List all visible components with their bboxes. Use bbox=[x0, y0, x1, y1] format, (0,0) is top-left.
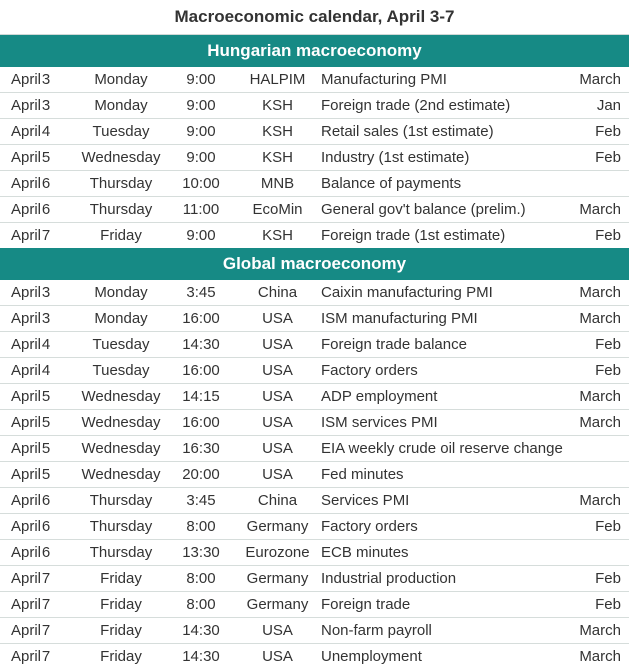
source-cell: USA bbox=[262, 310, 293, 327]
section-global bbox=[0, 248, 629, 669]
indicator-cell: ADP employment bbox=[321, 388, 438, 405]
calendar-title: Macroeconomic calendar, April 3-7 bbox=[0, 0, 629, 35]
time-cell: 13:30 bbox=[182, 544, 220, 561]
period-cell: March bbox=[579, 388, 621, 405]
source-cell: USA bbox=[262, 362, 293, 379]
day-cell: 7 bbox=[41, 596, 51, 613]
month-cell: April bbox=[11, 466, 42, 483]
source-cell: KSH bbox=[262, 97, 293, 114]
indicator-cell: Foreign trade balance bbox=[321, 336, 467, 353]
indicator-cell: Services PMI bbox=[321, 492, 410, 509]
day-cell: 3 bbox=[41, 97, 51, 114]
month-cell: April bbox=[11, 622, 42, 639]
day-cell: 5 bbox=[41, 466, 51, 483]
weekday-cell: Monday bbox=[94, 310, 148, 327]
table-row bbox=[0, 332, 629, 358]
day-cell: 4 bbox=[41, 123, 51, 140]
period-cell: March bbox=[579, 414, 621, 431]
indicator-cell: Non-farm payroll bbox=[321, 622, 432, 639]
time-cell: 3:45 bbox=[186, 284, 216, 301]
table-row bbox=[0, 358, 629, 384]
month-cell: April bbox=[11, 175, 42, 192]
weekday-cell: Friday bbox=[100, 570, 142, 587]
period-cell: Feb bbox=[595, 227, 621, 244]
table-row bbox=[0, 119, 629, 145]
month-cell: April bbox=[11, 440, 42, 457]
indicator-cell: ISM manufacturing PMI bbox=[321, 310, 478, 327]
month-cell: April bbox=[11, 336, 42, 353]
table-row bbox=[0, 93, 629, 119]
source-cell: Germany bbox=[246, 596, 309, 613]
table-row bbox=[0, 514, 629, 540]
month-cell: April bbox=[11, 71, 42, 88]
day-cell: 6 bbox=[41, 201, 51, 218]
weekday-cell: Thursday bbox=[89, 492, 153, 509]
indicator-cell: Fed minutes bbox=[321, 466, 404, 483]
indicator-cell: ECB minutes bbox=[321, 544, 409, 561]
weekday-cell: Wednesday bbox=[81, 414, 161, 431]
source-cell: KSH bbox=[262, 123, 293, 140]
indicator-cell: Retail sales (1st estimate) bbox=[321, 123, 494, 140]
day-cell: 5 bbox=[41, 388, 51, 405]
source-cell: Eurozone bbox=[245, 544, 310, 561]
source-cell: USA bbox=[262, 648, 293, 665]
day-cell: 3 bbox=[41, 310, 51, 327]
time-cell: 8:00 bbox=[186, 596, 216, 613]
table-row bbox=[0, 280, 629, 306]
weekday-cell: Wednesday bbox=[81, 388, 161, 405]
day-cell: 6 bbox=[41, 175, 51, 192]
table-row bbox=[0, 197, 629, 223]
source-cell: China bbox=[257, 284, 298, 301]
month-cell: April bbox=[11, 227, 42, 244]
source-cell: USA bbox=[262, 440, 293, 457]
time-cell: 20:00 bbox=[182, 466, 220, 483]
indicator-cell: Unemployment bbox=[321, 648, 422, 665]
indicator-cell: Industrial production bbox=[321, 570, 457, 587]
time-cell: 14:15 bbox=[182, 388, 220, 405]
indicator-cell: Manufacturing PMI bbox=[321, 71, 447, 88]
time-cell: 14:30 bbox=[182, 648, 220, 665]
month-cell: April bbox=[11, 284, 42, 301]
month-cell: April bbox=[11, 310, 42, 327]
indicator-cell: EIA weekly crude oil reserve change bbox=[321, 440, 563, 457]
day-cell: 7 bbox=[41, 648, 51, 665]
table-row bbox=[0, 67, 629, 93]
section-heading: Global macroeconomy bbox=[0, 248, 629, 280]
time-cell: 11:00 bbox=[182, 201, 220, 218]
period-cell: Feb bbox=[595, 149, 621, 166]
table-row bbox=[0, 592, 629, 618]
section-hungarian bbox=[0, 35, 629, 248]
day-cell: 5 bbox=[41, 440, 51, 457]
indicator-cell: Foreign trade bbox=[321, 596, 411, 613]
time-cell: 8:00 bbox=[186, 570, 216, 587]
period-cell: Feb bbox=[595, 596, 621, 613]
table-row bbox=[0, 566, 629, 592]
day-cell: 3 bbox=[41, 71, 51, 88]
time-cell: 8:00 bbox=[186, 518, 216, 535]
day-cell: 6 bbox=[41, 492, 51, 509]
day-cell: 7 bbox=[41, 622, 51, 639]
weekday-cell: Monday bbox=[94, 284, 148, 301]
source-cell: China bbox=[257, 492, 298, 509]
time-cell: 10:00 bbox=[182, 175, 220, 192]
time-cell: 14:30 bbox=[182, 622, 220, 639]
weekday-cell: Tuesday bbox=[92, 362, 150, 379]
month-cell: April bbox=[11, 414, 42, 431]
period-cell: March bbox=[579, 622, 621, 639]
month-cell: April bbox=[11, 149, 42, 166]
weekday-cell: Thursday bbox=[89, 175, 153, 192]
table-row bbox=[0, 488, 629, 514]
table-row bbox=[0, 462, 629, 488]
period-cell: Feb bbox=[595, 123, 621, 140]
period-cell: March bbox=[579, 284, 621, 301]
table-row bbox=[0, 145, 629, 171]
time-cell: 14:30 bbox=[182, 336, 220, 353]
time-cell: 9:00 bbox=[186, 149, 216, 166]
source-cell: USA bbox=[262, 414, 293, 431]
weekday-cell: Monday bbox=[94, 71, 148, 88]
period-cell: March bbox=[579, 492, 621, 509]
table-row bbox=[0, 171, 629, 197]
weekday-cell: Friday bbox=[100, 227, 142, 244]
month-cell: April bbox=[11, 518, 42, 535]
period-cell: Jan bbox=[596, 97, 621, 114]
day-cell: 6 bbox=[41, 544, 51, 561]
indicator-cell: Industry (1st estimate) bbox=[321, 149, 470, 166]
section-heading: Hungarian macroeconomy bbox=[0, 35, 629, 67]
day-cell: 7 bbox=[41, 227, 51, 244]
time-cell: 16:00 bbox=[182, 362, 220, 379]
table-row bbox=[0, 644, 629, 669]
indicator-cell: Factory orders bbox=[321, 362, 418, 379]
table-row bbox=[0, 436, 629, 462]
day-cell: 7 bbox=[41, 570, 51, 587]
month-cell: April bbox=[11, 648, 42, 665]
month-cell: April bbox=[11, 201, 42, 218]
month-cell: April bbox=[11, 388, 42, 405]
time-cell: 9:00 bbox=[186, 97, 216, 114]
month-cell: April bbox=[11, 123, 42, 140]
weekday-cell: Wednesday bbox=[81, 440, 161, 457]
day-cell: 3 bbox=[41, 284, 51, 301]
section-rows bbox=[0, 67, 629, 248]
time-cell: 9:00 bbox=[186, 123, 216, 140]
weekday-cell: Wednesday bbox=[81, 149, 161, 166]
month-cell: April bbox=[11, 492, 42, 509]
table-row bbox=[0, 540, 629, 566]
time-cell: 16:30 bbox=[182, 440, 220, 457]
month-cell: April bbox=[11, 97, 42, 114]
time-cell: 16:00 bbox=[182, 414, 220, 431]
source-cell: HALPIM bbox=[249, 71, 306, 88]
indicator-cell: Balance of payments bbox=[321, 175, 462, 192]
weekday-cell: Monday bbox=[94, 97, 148, 114]
weekday-cell: Wednesday bbox=[81, 466, 161, 483]
source-cell: Germany bbox=[246, 570, 309, 587]
period-cell: March bbox=[579, 201, 621, 218]
source-cell: USA bbox=[262, 622, 293, 639]
indicator-cell: General gov't balance (prelim.) bbox=[321, 201, 526, 218]
time-cell: 3:45 bbox=[186, 492, 216, 509]
day-cell: 4 bbox=[41, 336, 51, 353]
source-cell: USA bbox=[262, 336, 293, 353]
month-cell: April bbox=[11, 570, 42, 587]
indicator-cell: Foreign trade (2nd estimate) bbox=[321, 97, 511, 114]
source-cell: MNB bbox=[260, 175, 295, 192]
period-cell: March bbox=[579, 71, 621, 88]
weekday-cell: Friday bbox=[100, 596, 142, 613]
indicator-cell: Factory orders bbox=[321, 518, 418, 535]
time-cell: 16:00 bbox=[182, 310, 220, 327]
period-cell: Feb bbox=[595, 362, 621, 379]
weekday-cell: Tuesday bbox=[92, 336, 150, 353]
table-row bbox=[0, 618, 629, 644]
time-cell: 9:00 bbox=[186, 71, 216, 88]
time-cell: 9:00 bbox=[186, 227, 216, 244]
table-row bbox=[0, 223, 629, 248]
month-cell: April bbox=[11, 596, 42, 613]
source-cell: KSH bbox=[262, 149, 293, 166]
weekday-cell: Thursday bbox=[89, 544, 153, 561]
table-row bbox=[0, 410, 629, 436]
period-cell: Feb bbox=[595, 570, 621, 587]
weekday-cell: Friday bbox=[100, 622, 142, 639]
table-row bbox=[0, 384, 629, 410]
source-cell: Germany bbox=[246, 518, 309, 535]
period-cell: Feb bbox=[595, 336, 621, 353]
weekday-cell: Friday bbox=[100, 648, 142, 665]
period-cell: March bbox=[579, 648, 621, 665]
weekday-cell: Tuesday bbox=[92, 123, 150, 140]
day-cell: 4 bbox=[41, 362, 51, 379]
period-cell: March bbox=[579, 310, 621, 327]
indicator-cell: ISM services PMI bbox=[321, 414, 438, 431]
weekday-cell: Thursday bbox=[89, 201, 153, 218]
day-cell: 5 bbox=[41, 149, 51, 166]
section-rows bbox=[0, 280, 629, 669]
indicator-cell: Foreign trade (1st estimate) bbox=[321, 227, 506, 244]
table-row bbox=[0, 306, 629, 332]
month-cell: April bbox=[11, 362, 42, 379]
period-cell: Feb bbox=[595, 518, 621, 535]
source-cell: USA bbox=[262, 388, 293, 405]
source-cell: KSH bbox=[262, 227, 293, 244]
day-cell: 5 bbox=[41, 414, 51, 431]
day-cell: 6 bbox=[41, 518, 51, 535]
indicator-cell: Caixin manufacturing PMI bbox=[321, 284, 493, 301]
source-cell: USA bbox=[262, 466, 293, 483]
month-cell: April bbox=[11, 544, 42, 561]
weekday-cell: Thursday bbox=[89, 518, 153, 535]
source-cell: EcoMin bbox=[252, 201, 303, 218]
